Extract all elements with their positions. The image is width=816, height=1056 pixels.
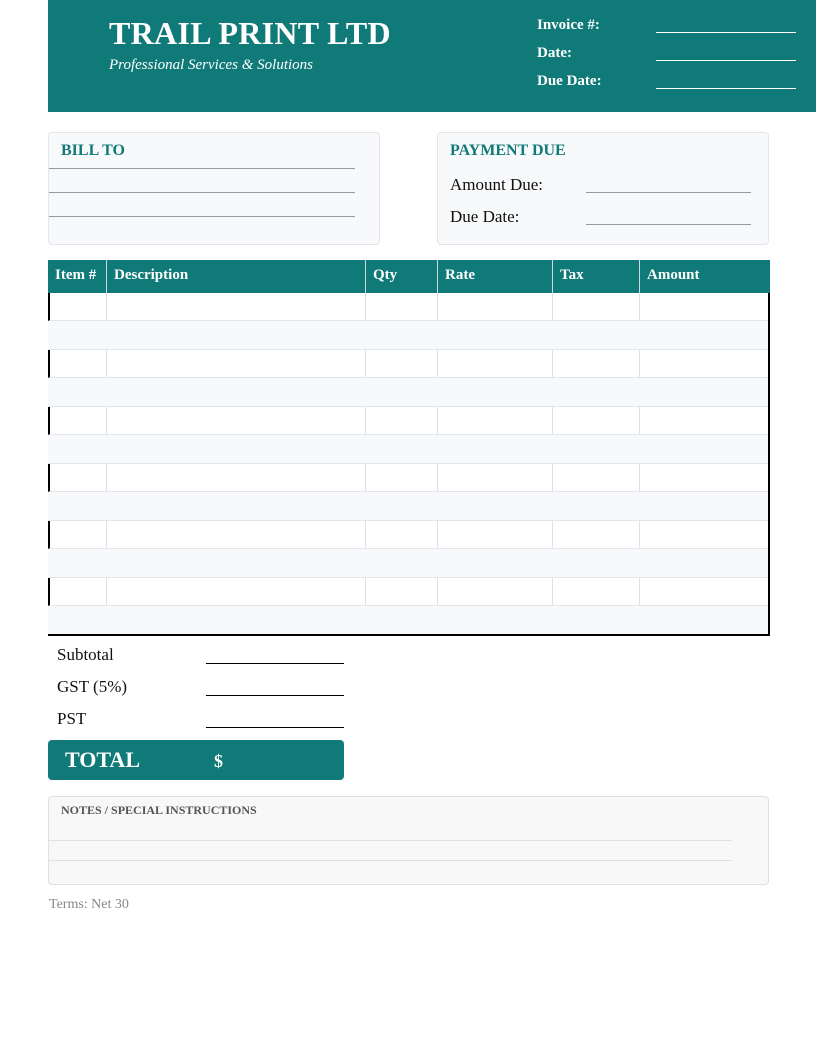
payment-due-date-input[interactable] <box>586 224 751 225</box>
payment-due-date-label: Due Date: <box>450 207 520 226</box>
total-bar <box>48 740 344 780</box>
table-row-spacer <box>48 435 768 464</box>
invoice-number-field <box>537 17 797 37</box>
column-header-description: Description <box>106 260 365 293</box>
table-row[interactable] <box>48 464 768 492</box>
table-row[interactable] <box>48 521 768 549</box>
subtotal-label: Subtotal <box>57 645 114 664</box>
notes-line-2[interactable] <box>49 860 732 861</box>
invoice-due-date-field <box>537 73 797 93</box>
bill-to-box <box>48 132 380 245</box>
column-header-tax: Tax <box>552 260 639 293</box>
table-row-spacer <box>48 492 768 521</box>
table-header-row <box>48 260 770 293</box>
notes-line-1[interactable] <box>49 840 732 841</box>
invoice-date-field <box>537 45 797 65</box>
amount-due-input[interactable] <box>586 192 751 193</box>
payment-due-title: PAYMENT DUE <box>450 142 566 159</box>
table-row[interactable] <box>48 293 768 321</box>
subtotal-input[interactable] <box>206 663 344 664</box>
table-row-spacer <box>48 549 768 578</box>
column-header-qty: Qty <box>365 260 437 293</box>
table-row-spacer <box>48 606 768 634</box>
bill-to-line-2[interactable] <box>49 192 355 193</box>
invoice-number-input[interactable] <box>656 31 796 33</box>
invoice-date-input[interactable] <box>656 59 796 61</box>
table-row[interactable] <box>48 578 768 606</box>
table-row[interactable] <box>48 407 768 435</box>
amount-due-label: Amount Due: <box>450 175 544 194</box>
pst-input[interactable] <box>206 727 344 728</box>
column-header-item: Item # <box>55 267 97 283</box>
line-items-table <box>48 260 770 636</box>
invoice-due-date-label: Due Date: <box>537 73 602 89</box>
table-row-spacer <box>48 321 768 350</box>
column-header-rate: Rate <box>437 260 552 293</box>
total-currency-symbol: $ <box>214 751 223 771</box>
gst-label: GST (5%) <box>57 677 128 696</box>
company-name: TRAIL PRINT LTD <box>109 15 391 51</box>
invoice-date-label: Date: <box>537 45 572 61</box>
invoice-header <box>48 0 816 112</box>
company-tagline: Professional Services & Solutions <box>109 57 314 73</box>
column-header-amount: Amount <box>639 260 770 293</box>
bill-to-title: BILL TO <box>61 142 125 159</box>
payment-due-box <box>437 132 769 245</box>
gst-input[interactable] <box>206 695 344 696</box>
table-body <box>48 293 770 636</box>
notes-title: NOTES / SPECIAL INSTRUCTIONS <box>61 803 257 817</box>
invoice-number-label: Invoice #: <box>537 17 600 33</box>
pst-label: PST <box>57 709 87 728</box>
table-row[interactable] <box>48 350 768 378</box>
total-label: TOTAL <box>65 747 140 772</box>
bill-to-line-3[interactable] <box>49 216 355 217</box>
table-row-spacer <box>48 378 768 407</box>
notes-box <box>48 796 769 885</box>
invoice-due-date-input[interactable] <box>656 87 796 89</box>
payment-terms: Terms: Net 30 <box>49 897 129 912</box>
bill-to-line-1[interactable] <box>49 168 355 169</box>
